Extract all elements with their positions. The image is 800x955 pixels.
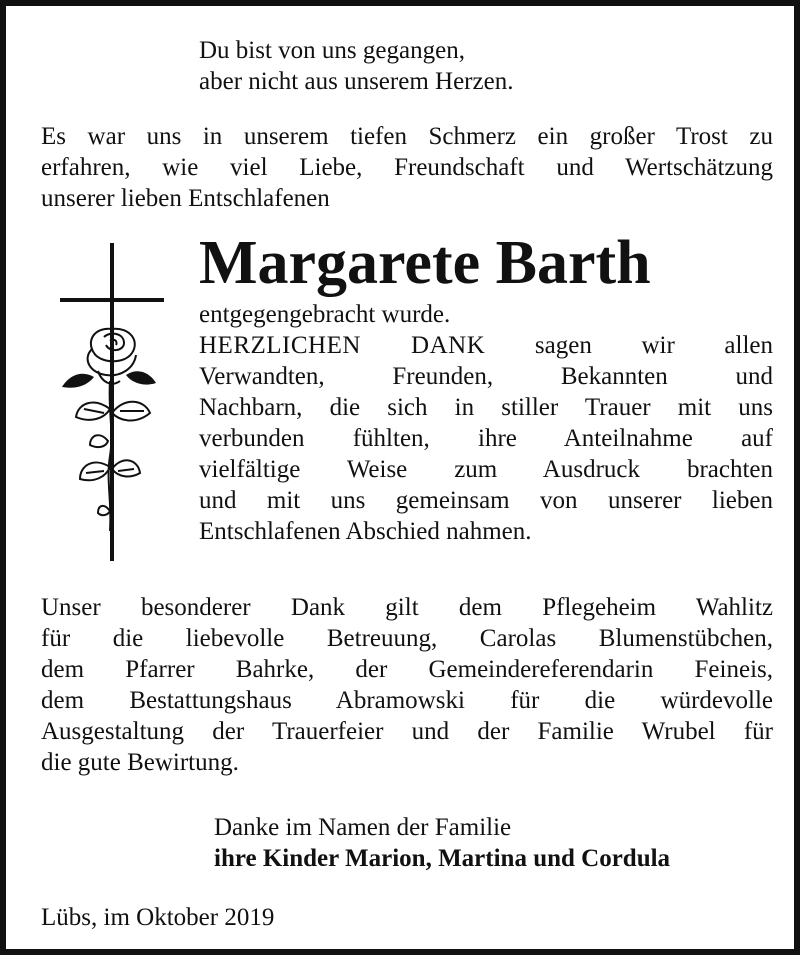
thanks-line: und mit uns gemeinsam von unserer lieben	[199, 487, 773, 514]
place-date: Lübs, im Oktober 2019	[41, 904, 275, 931]
intro-line: Es war uns in unserem tiefen Schmerz ein großer Trost zu	[41, 123, 773, 150]
thanks-line-rest: sagen wir allen	[534, 332, 774, 359]
special-thanks-line: die gute Bewirtung.	[41, 749, 239, 776]
closing-block	[214, 812, 670, 874]
thanks-line: Verwandten, Freunden, Bekannten und	[199, 363, 773, 390]
special-thanks-line: dem Pfarrer Bahrke, der Gemeindereferendarin Feineis,	[41, 656, 773, 683]
deceased-name: Margarete Barth	[199, 229, 651, 297]
intro-paragraph	[41, 121, 773, 214]
special-thanks-paragraph	[41, 592, 773, 778]
thanks-line: verbunden fühlten, ihre Anteilnahme auf	[199, 425, 773, 452]
motto-line: aber nicht aus unserem Herzen.	[199, 68, 514, 95]
special-thanks-line: für die liebevolle Betreuung, Carolas Blumenstübchen,	[41, 625, 773, 652]
special-thanks-line: dem Bestattungshaus Abramowski für die würdevolle	[41, 687, 773, 714]
special-thanks-line: Ausgestaltung der Trauerfeier und der Familie Wrubel für	[41, 718, 773, 745]
motto	[199, 35, 513, 97]
thanks-line: Nachbarn, die sich in stiller Trauer mit uns	[199, 394, 773, 421]
herzlichen-dank-text: HERZLICHEN DANK	[199, 332, 486, 359]
thanks-line: entgegengebracht wurde.	[199, 301, 451, 328]
motto-line: Du bist von uns gegangen,	[199, 37, 465, 64]
thanks-line	[199, 330, 773, 361]
cross-with-rose-icon	[54, 241, 170, 566]
closing-line: Danke im Namen der Familie	[214, 814, 512, 841]
thanks-line: Entschlafenen Abschied nahmen.	[199, 518, 532, 545]
thanks-line: vielfältige Weise zum Ausdruck brachten	[199, 456, 773, 483]
signers: ihre Kinder Marion, Martina und Cordula	[214, 845, 671, 872]
intro-line: unserer lieben Entschlafenen	[41, 185, 330, 212]
special-thanks-line: Unser besonderer Dank gilt dem Pflegeheim Wahlitz	[41, 594, 773, 621]
thanks-paragraph	[199, 299, 773, 547]
intro-line: erfahren, wie viel Liebe, Freundschaft und Wertschätzung	[41, 154, 773, 181]
